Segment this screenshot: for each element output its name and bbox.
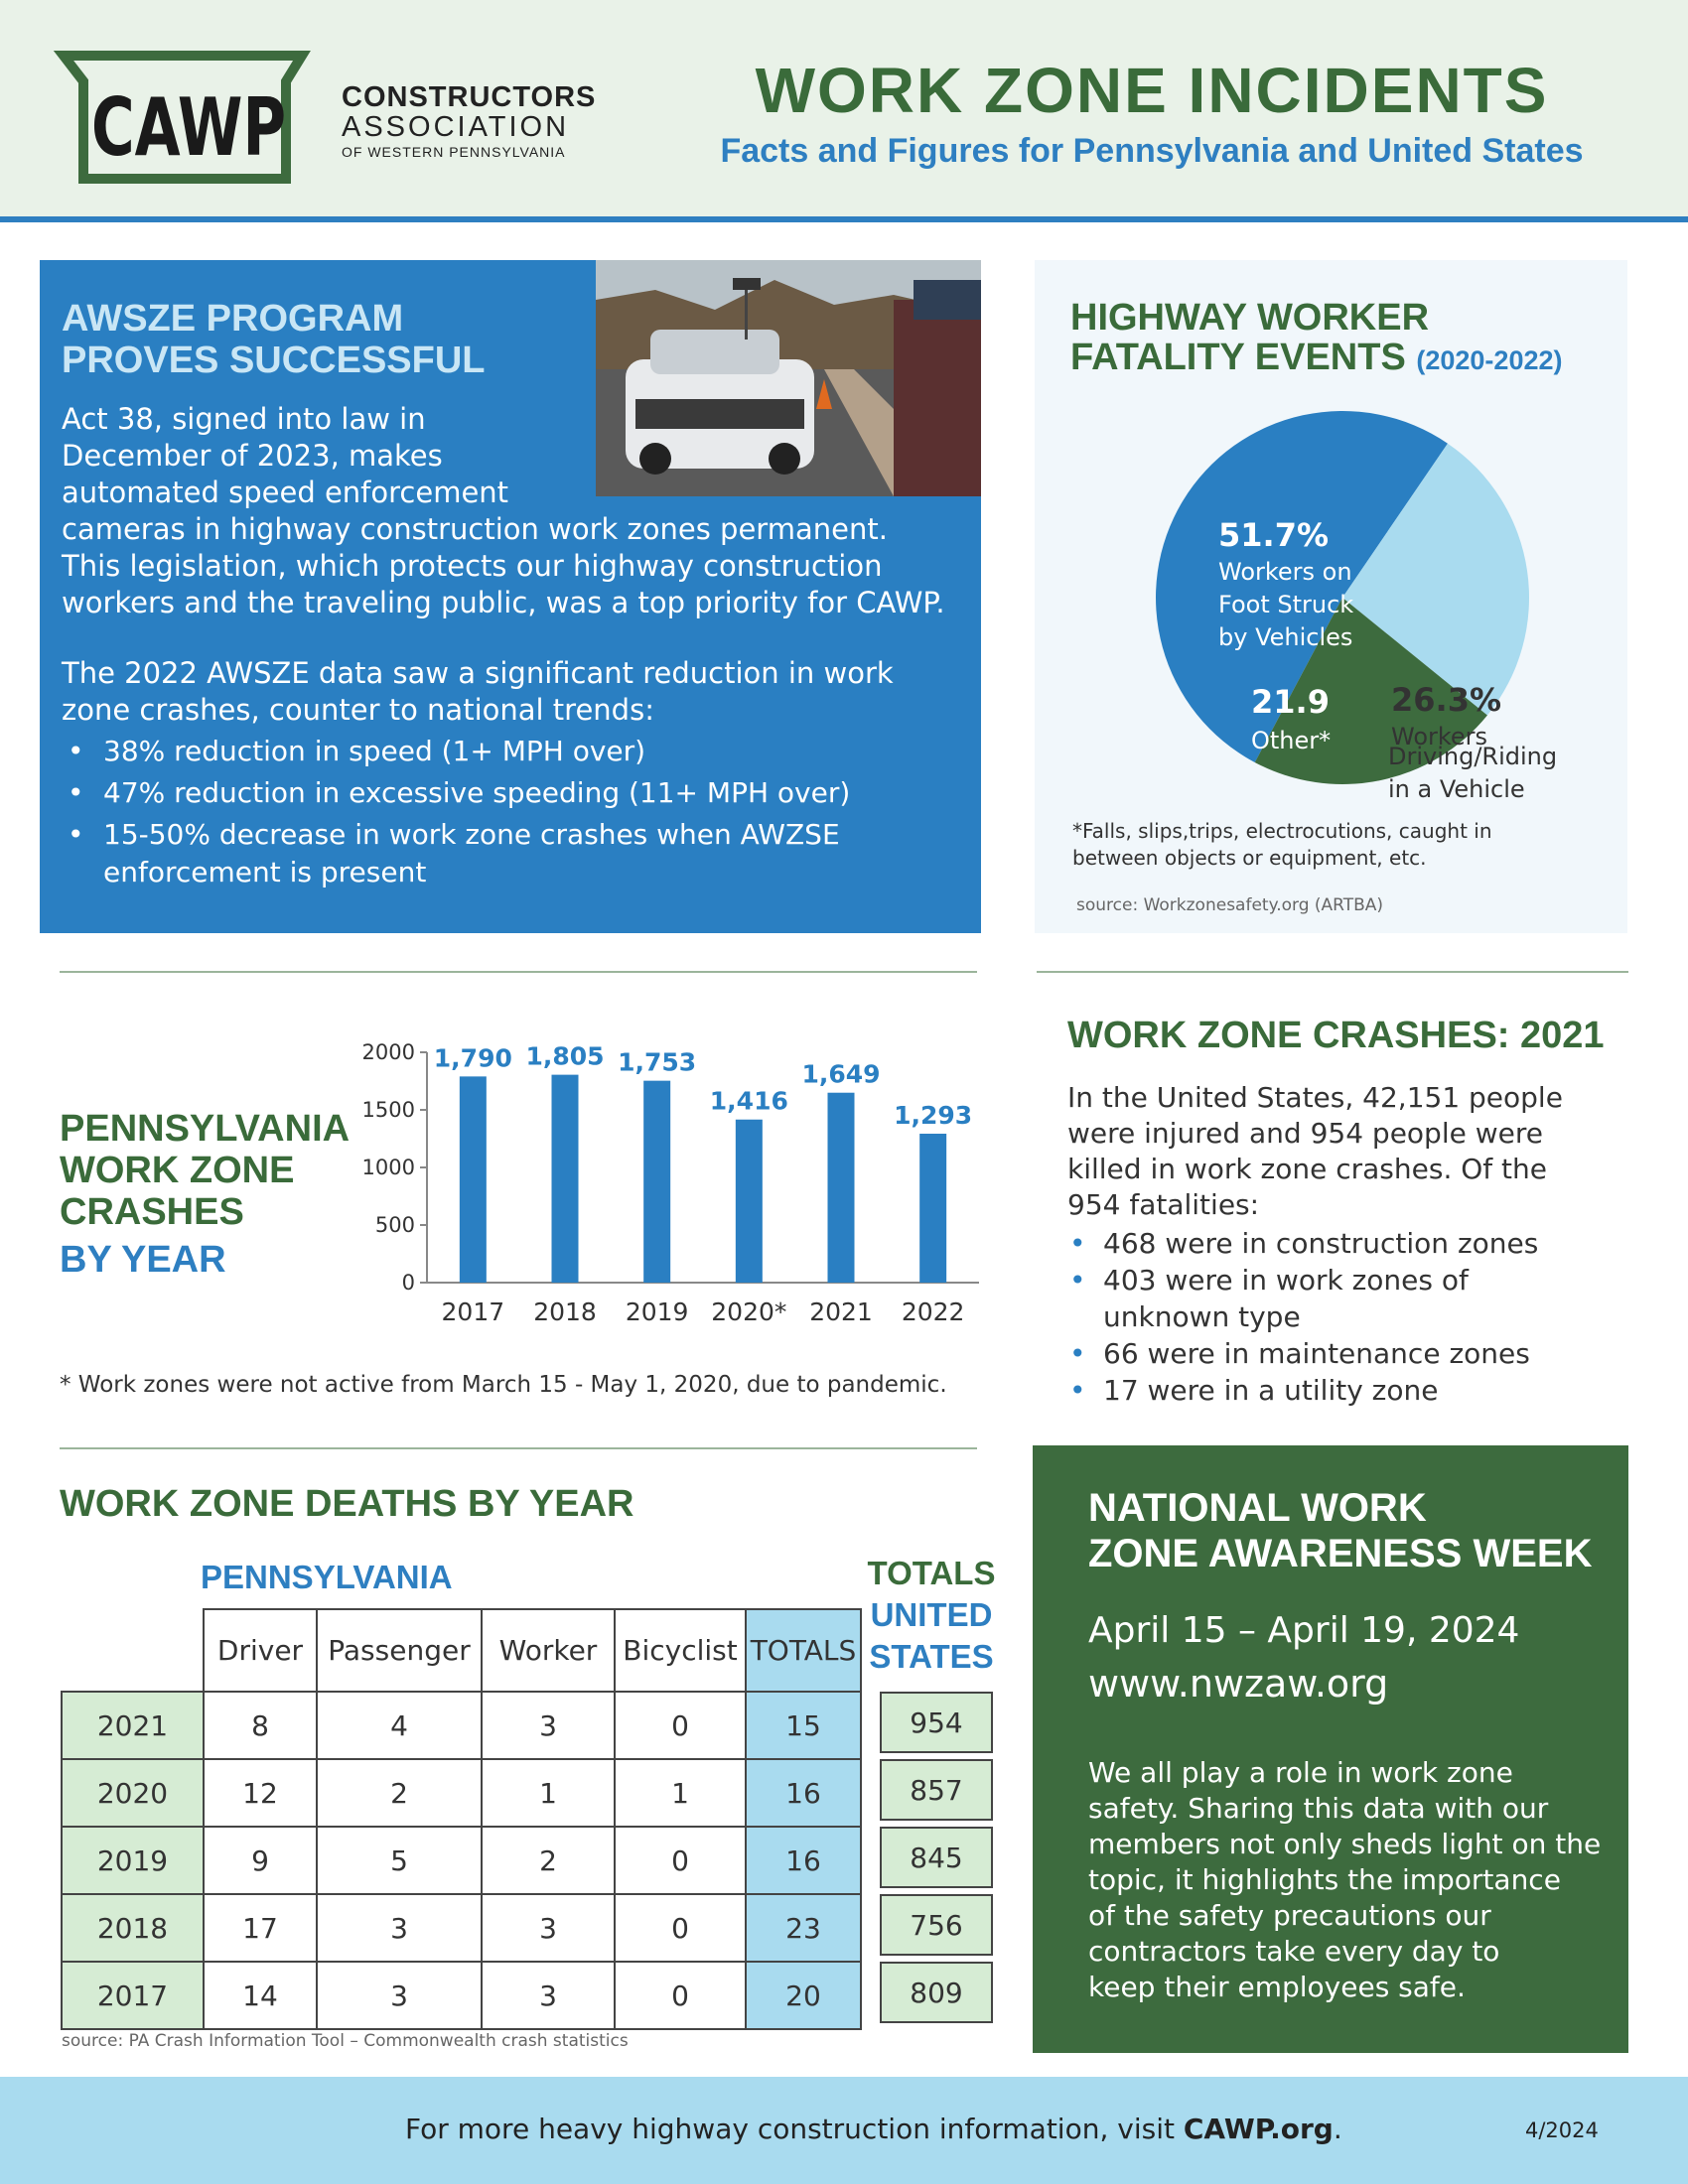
pa-crashes-footnote: * Work zones were not active from March 15 - May 1, 2020, due to pandemic. bbox=[60, 1372, 947, 1398]
table-header-row bbox=[62, 1609, 861, 1692]
crashes-bullet-item: • 468 were in construction zones bbox=[1069, 1227, 1539, 1260]
deaths-us-label bbox=[856, 1553, 1007, 1678]
awsze-p1-line: Act 38, signed into law in bbox=[62, 402, 426, 436]
intro-line: were injured and 954 people were bbox=[1067, 1117, 1543, 1150]
intro-line: 954 fatalities: bbox=[1067, 1188, 1260, 1221]
awsze-p1-line: workers and the traveling public, was a top priority for CAWP. bbox=[62, 586, 945, 619]
table-cell: 0 bbox=[615, 1894, 746, 1962]
pa-deaths-table bbox=[61, 1608, 862, 2030]
us-label-line: TOTALS bbox=[867, 1555, 996, 1591]
x-tick-label: 2020* bbox=[711, 1297, 787, 1326]
table-cell-total: 15 bbox=[746, 1692, 861, 1759]
org-name-line2: ASSOCIATION bbox=[342, 111, 570, 143]
slice-label-driving: Workers bbox=[1391, 723, 1488, 751]
table-row bbox=[880, 1692, 993, 1753]
table-row bbox=[880, 1962, 993, 2023]
heading-line-blue: BY YEAR bbox=[60, 1239, 226, 1281]
fatality-heading-text: FATALITY EVENTS bbox=[1070, 337, 1406, 378]
bar-value-label: 1,805 bbox=[525, 1041, 605, 1071]
table-cell: 5 bbox=[317, 1827, 482, 1894]
heading-line: WORK ZONE bbox=[60, 1150, 295, 1191]
table-row bbox=[880, 1894, 993, 1956]
awsze-paragraph-1 bbox=[62, 401, 955, 621]
table-cell: 0 bbox=[615, 1962, 746, 2029]
body-line: safety. Sharing this data with our bbox=[1088, 1792, 1549, 1825]
us-deaths-table bbox=[880, 1686, 993, 2029]
table-cell-total: 20 bbox=[746, 1962, 861, 2029]
pa-crashes-chart bbox=[357, 1023, 993, 1345]
intro-line: killed in work zone crashes. Of the bbox=[1067, 1153, 1547, 1185]
table-cell-total: 16 bbox=[746, 1759, 861, 1827]
x-tick-label: 2021 bbox=[809, 1297, 873, 1326]
crashes-bullet-continuation bbox=[1067, 1298, 1538, 1335]
footnote-line: between objects or equipment, etc. bbox=[1072, 846, 1427, 870]
body-line: contractors take every day to bbox=[1088, 1935, 1500, 1968]
slice-label-other: Other* bbox=[1251, 727, 1332, 754]
table-cell: 2 bbox=[482, 1827, 615, 1894]
y-tick-label: 1500 bbox=[361, 1098, 415, 1122]
us-label-line: STATES bbox=[869, 1638, 994, 1675]
table-cell: 1 bbox=[615, 1759, 746, 1827]
body-line: We all play a role in work zone bbox=[1088, 1756, 1513, 1789]
slice-label-foot-struck: Foot Struck bbox=[1218, 591, 1354, 618]
slice-pct-driving: 26.3% bbox=[1391, 681, 1502, 719]
fatality-footnote bbox=[1072, 818, 1492, 872]
table-cell: 3 bbox=[482, 1692, 615, 1759]
awsze-paragraph-2 bbox=[62, 655, 955, 729]
bar-value-label: 1,790 bbox=[433, 1043, 512, 1073]
crashes-bullet-item: • 17 were in a utility zone bbox=[1069, 1374, 1439, 1407]
crashes-bullet-item: • 66 were in maintenance zones bbox=[1069, 1337, 1530, 1370]
awsze-bullet-continuation bbox=[62, 854, 955, 891]
table-row bbox=[880, 1759, 993, 1821]
bar bbox=[736, 1120, 763, 1283]
table-cell: 9 bbox=[204, 1827, 317, 1894]
row-year: 2019 bbox=[62, 1827, 204, 1894]
x-tick-label: 2017 bbox=[441, 1297, 505, 1326]
bar-chart-svg bbox=[357, 1023, 993, 1340]
column-header: Bicyclist bbox=[615, 1609, 746, 1692]
y-tick-label: 500 bbox=[374, 1213, 415, 1237]
bullet-text: enforcement is present bbox=[103, 856, 427, 888]
column-header: TOTALS bbox=[746, 1609, 861, 1692]
table-cell: 17 bbox=[204, 1894, 317, 1962]
nwzaw-body bbox=[1088, 1755, 1601, 2005]
bullet-text: 17 were in a utility zone bbox=[1103, 1374, 1439, 1407]
pa-crashes-heading bbox=[60, 1108, 350, 1281]
table-cell: 0 bbox=[615, 1692, 746, 1759]
cawp-keystone-logo bbox=[56, 50, 310, 185]
table-cell: 0 bbox=[615, 1827, 746, 1894]
body-line: of the safety precautions our bbox=[1088, 1899, 1491, 1932]
nwzaw-heading bbox=[1088, 1485, 1592, 1576]
column-header: Driver bbox=[204, 1609, 317, 1692]
bullet-text: 66 were in maintenance zones bbox=[1103, 1337, 1530, 1370]
footer-link[interactable]: CAWP.org bbox=[1183, 2113, 1334, 2145]
heading-line: NATIONAL WORK bbox=[1088, 1486, 1427, 1530]
slice-pct-foot-struck: 51.7% bbox=[1218, 516, 1330, 554]
us-total-cell: 857 bbox=[880, 1759, 993, 1821]
bar bbox=[919, 1134, 946, 1283]
y-tick-label: 0 bbox=[401, 1271, 415, 1295]
us-total-cell: 845 bbox=[880, 1827, 993, 1888]
column-header: Passenger bbox=[317, 1609, 482, 1692]
footer bbox=[0, 2077, 1688, 2184]
bar bbox=[643, 1081, 670, 1283]
bullet-text: 47% reduction in excessive speeding (11+ MPH over) bbox=[103, 776, 851, 809]
footnote-line: *Falls, slips,trips, electrocutions, caught in bbox=[1072, 819, 1492, 843]
awsze-heading-line1: AWSZE PROGRAM bbox=[62, 298, 404, 340]
bullet-text: 15-50% decrease in work zone crashes when AWZSE bbox=[103, 818, 840, 851]
fatality-panel bbox=[1035, 260, 1627, 933]
table-cell: 3 bbox=[317, 1894, 482, 1962]
awsze-bullet-item: • 47% reduction in excessive speeding (11+ MPH over) bbox=[68, 776, 851, 809]
table-cell: 14 bbox=[204, 1962, 317, 2029]
table-row bbox=[62, 1827, 861, 1894]
org-name-line1: CONSTRUCTORS bbox=[342, 81, 597, 113]
crashes-2021-heading: WORK ZONE CRASHES: 2021 bbox=[1067, 1015, 1605, 1056]
table-cell: 8 bbox=[204, 1692, 317, 1759]
footer-period: . bbox=[1333, 2113, 1342, 2145]
table-row bbox=[62, 1759, 861, 1827]
awsze-bullet-list bbox=[62, 733, 955, 891]
fatality-source: source: Workzonesafety.org (ARTBA) bbox=[1076, 895, 1384, 915]
bar-value-label: 1,293 bbox=[894, 1101, 973, 1131]
slice-pct-other: 21.9 bbox=[1251, 683, 1330, 721]
section-divider bbox=[60, 1447, 977, 1449]
heading-line: CRASHES bbox=[60, 1191, 244, 1233]
table-cell: 1 bbox=[482, 1759, 615, 1827]
table-row bbox=[62, 1692, 861, 1759]
row-year: 2017 bbox=[62, 1962, 204, 2029]
row-year: 2020 bbox=[62, 1759, 204, 1827]
table-row bbox=[880, 1827, 993, 1888]
us-total-cell: 756 bbox=[880, 1894, 993, 1956]
fatality-pie-chart bbox=[1124, 409, 1541, 786]
awsze-p1-line: cameras in highway construction work zones permanent. bbox=[62, 512, 888, 546]
x-tick-label: 2018 bbox=[533, 1297, 597, 1326]
slice-label-driving-rest bbox=[1388, 741, 1557, 806]
intro-line: In the United States, 42,151 people bbox=[1067, 1081, 1563, 1114]
table-cell: 3 bbox=[317, 1962, 482, 2029]
awsze-p1-line: automated speed enforcement bbox=[62, 476, 509, 509]
table-row bbox=[62, 1894, 861, 1962]
fatality-heading-years: (2020-2022) bbox=[1416, 345, 1563, 375]
slice-label-driving: Driving/Riding bbox=[1388, 743, 1558, 770]
us-label-line: UNITED bbox=[870, 1596, 993, 1633]
awsze-bullet-item: • 38% reduction in speed (1+ MPH over) bbox=[68, 735, 646, 767]
x-tick-label: 2022 bbox=[901, 1297, 965, 1326]
bar bbox=[552, 1075, 579, 1283]
row-year: 2018 bbox=[62, 1894, 204, 1962]
footer-date: 4/2024 bbox=[1525, 2118, 1599, 2142]
deaths-source: source: PA Crash Information Tool – Commonwealth crash statistics bbox=[62, 2031, 629, 2051]
table-cell-total: 23 bbox=[746, 1894, 861, 1962]
crashes-2021-bullets bbox=[1067, 1225, 1538, 1409]
heading-line: PENNSYLVANIA bbox=[60, 1108, 351, 1150]
y-tick-label: 2000 bbox=[361, 1040, 415, 1064]
y-tick-label: 1000 bbox=[361, 1156, 415, 1179]
bar bbox=[828, 1093, 855, 1283]
bullet-text: 468 were in construction zones bbox=[1103, 1227, 1539, 1260]
body-line: topic, it highlights the importance bbox=[1088, 1863, 1561, 1896]
x-tick-label: 2019 bbox=[625, 1297, 689, 1326]
awsze-p1-line: This legislation, which protects our highway construction bbox=[62, 549, 883, 583]
row-year: 2021 bbox=[62, 1692, 204, 1759]
table-cell: 4 bbox=[317, 1692, 482, 1759]
heading-line: ZONE AWARENESS WEEK bbox=[1088, 1532, 1593, 1575]
awsze-heading-line2: PROVES SUCCESSFUL bbox=[62, 340, 486, 381]
section-divider bbox=[60, 971, 977, 973]
bar-value-label: 1,753 bbox=[618, 1047, 697, 1077]
slice-label-driving: in a Vehicle bbox=[1388, 775, 1525, 803]
table-cell: 12 bbox=[204, 1759, 317, 1827]
body-line: members not only sheds light on the bbox=[1088, 1828, 1602, 1860]
bullet-text: 38% reduction in speed (1+ MPH over) bbox=[103, 735, 646, 767]
table-cell-total: 16 bbox=[746, 1827, 861, 1894]
awsze-panel bbox=[40, 260, 981, 933]
footer-text-main: For more heavy highway construction information, visit bbox=[405, 2113, 1184, 2145]
logo-mark-text: CAWP bbox=[91, 81, 286, 174]
bar-value-label: 1,416 bbox=[709, 1086, 788, 1116]
slice-label-foot-struck: by Vehicles bbox=[1218, 623, 1353, 651]
org-name-line3: OF WESTERN PENNSYLVANIA bbox=[342, 144, 566, 160]
us-total-cell: 954 bbox=[880, 1692, 993, 1753]
bar-value-label: 1,649 bbox=[801, 1059, 881, 1089]
fatality-heading-line2 bbox=[1070, 338, 1562, 380]
footer-text bbox=[405, 2113, 1342, 2145]
table-cell: 3 bbox=[482, 1894, 615, 1962]
page-title: WORK ZONE INCIDENTS bbox=[755, 55, 1549, 126]
table-corner bbox=[62, 1609, 204, 1692]
table-row bbox=[62, 1962, 861, 2029]
section-divider bbox=[1037, 971, 1628, 973]
awsze-p2-line: The 2022 AWSZE data saw a significant reduction in work bbox=[62, 656, 894, 690]
crashes-2021-intro bbox=[1067, 1080, 1563, 1223]
column-header: Worker bbox=[482, 1609, 615, 1692]
page-subtitle: Facts and Figures for Pennsylvania and United States bbox=[720, 132, 1584, 170]
body-line: keep their employees safe. bbox=[1088, 1971, 1466, 2003]
deaths-pa-label: PENNSYLVANIA bbox=[201, 1559, 453, 1595]
deaths-heading: WORK ZONE DEATHS BY YEAR bbox=[60, 1483, 634, 1525]
bullet-text: 403 were in work zones of bbox=[1103, 1264, 1469, 1297]
awsze-p1-line: December of 2023, makes bbox=[62, 439, 443, 473]
slice-label-foot-struck: Workers on bbox=[1218, 558, 1352, 586]
awsze-p2-line: zone crashes, counter to national trends: bbox=[62, 693, 654, 727]
table-cell: 2 bbox=[317, 1759, 482, 1827]
nwzaw-panel bbox=[1033, 1445, 1628, 2053]
nwzaw-dates: April 15 – April 19, 2024 bbox=[1088, 1610, 1520, 1651]
crashes-bullet-item: • 403 were in work zones of bbox=[1069, 1264, 1469, 1297]
header-divider bbox=[0, 216, 1688, 222]
bar bbox=[460, 1076, 487, 1283]
nwzaw-url[interactable]: www.nwzaw.org bbox=[1088, 1662, 1389, 1706]
bullet-text: unknown type bbox=[1103, 1300, 1301, 1333]
table-cell: 3 bbox=[482, 1962, 615, 2029]
us-total-cell: 809 bbox=[880, 1962, 993, 2023]
awsze-bullet-item: • 15-50% decrease in work zone crashes when AWZSE bbox=[68, 818, 840, 851]
fatality-heading-line1: HIGHWAY WORKER bbox=[1070, 297, 1430, 339]
